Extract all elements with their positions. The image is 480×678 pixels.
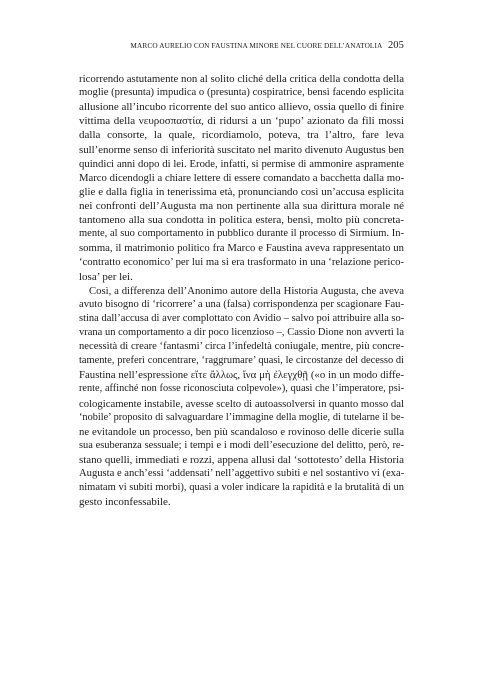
text-line: stina dall’accusa di aver complottato con Avidio – salvo poi attribuire alla so- [79, 312, 405, 324]
text-line: ‘nobile’ proposito di salvaguardare l’immagine della moglie, di tutelarne il be- [79, 411, 404, 423]
text-line: vrana un comportamento a dir poco licenzioso –, Cassio Dione non avvertì la [79, 326, 404, 338]
text-line: mente, al suo comportamento in pubblico durante il processo di Sirmium. In- [79, 228, 404, 240]
text-line: Così, a differenza dell’Anonimo autore della Historia Augusta, che aveva [89, 284, 404, 297]
text-line: stano quelli, immediati e rozzi, appena allusi dal ‘sottotesto’ della Historia [79, 453, 404, 466]
running-title: MARCO AURELIO CON FAUSTINA MINORE NEL CUORE DELL’ANATOLIA [130, 41, 382, 50]
text-line: Marco dicendogli a chiare lettere di essere comandato a bacchetta dalla mo- [79, 171, 404, 184]
body-text [79, 72, 404, 509]
text-line: ricorrendo astutamente non al solito cliché della critica della condotta della [79, 73, 404, 85]
text-line: tantomeno alla sua condotta in politica estera, bensì, molto più concreta- [79, 214, 404, 227]
text-line: ne evitandole un processo, ben più scandaloso e rovinoso delle dicerie sulla [79, 425, 404, 438]
text-line: vittima della νευροσπαστία, di ridursi a un ‘pupo’ azionato da fili mossi [79, 115, 404, 128]
text-line: avuto bisogno di ‘ricorrere’ a una (falsa) corrispondenza per scagionare Fau- [79, 298, 404, 310]
text-line: gesto inconfessabile. [79, 496, 171, 509]
text-line: cologicamente instabile, avesse scelto di autoassolversi in quanto mosso dal [79, 397, 404, 410]
text-line: necessità di creare ‘fantasmi’ circa l’infedeltà coniugale, mentre, più concre- [79, 341, 404, 353]
text-line: losa’ per lei. [79, 270, 133, 283]
text-line: somma, il matrimonio politico fra Marco e Faustina aveva rappresentato un [79, 242, 404, 255]
text-line: nei confronti dell’Augusta ma non pertinente alla sua dirittura morale né [79, 199, 404, 212]
text-line: glie e dalla figlia in tenerissima età, pronunciando così un’accusa esplicita [79, 185, 404, 198]
page-number: 205 [387, 40, 404, 51]
text-line: allusione all’incubo ricorrente del suo antico allievo, ossia quello di finire [79, 101, 404, 114]
text-line: Faustina nell’espressione εἴτε ἄλλως, ἵνα μὴ ἐλεγχθῇ («o in un modo diffe- [79, 369, 404, 382]
text-line: quindici anni dopo di lei. Erode, infatti, si permise di ammonire aspramente [79, 157, 404, 170]
text-line: moglie (presunta) impudica o (presunta) cospiratrice, bensì facendo esplicita [79, 87, 404, 99]
text-line: sua esuberanza sessuale; i tempi e i modi dell’esecuzione del delitto, però, re- [79, 439, 404, 451]
text-line: Augusta e anch’essi ‘addensati’ nell’aggettivo subiti e nel sostantivo vi (exa- [79, 468, 405, 480]
text-line: sull’enorme senso di inferiorità suscitato nel marito divenuto Augustus ben [79, 143, 404, 156]
text-line: rente, affinché non fosse riconosciuta colpevole»), quasi che l’imperatore, psi- [79, 383, 404, 395]
text-line: nimatam vi subiti morbi), quasi a voler indicare la rapidità e la brutalità di un [79, 482, 404, 494]
text-line: tamente, preferì concentrare, ‘raggrumare’ quasi, le circostanze del decesso di [79, 355, 404, 367]
running-head [79, 41, 404, 51]
text-line: ‘contratto economico’ per lui ma si era trasformato in una ‘relazione perico- [79, 256, 404, 269]
text-line: dalla consorte, la quale, ricordiamolo, poteva, tra l’altro, fare leva [79, 129, 404, 142]
